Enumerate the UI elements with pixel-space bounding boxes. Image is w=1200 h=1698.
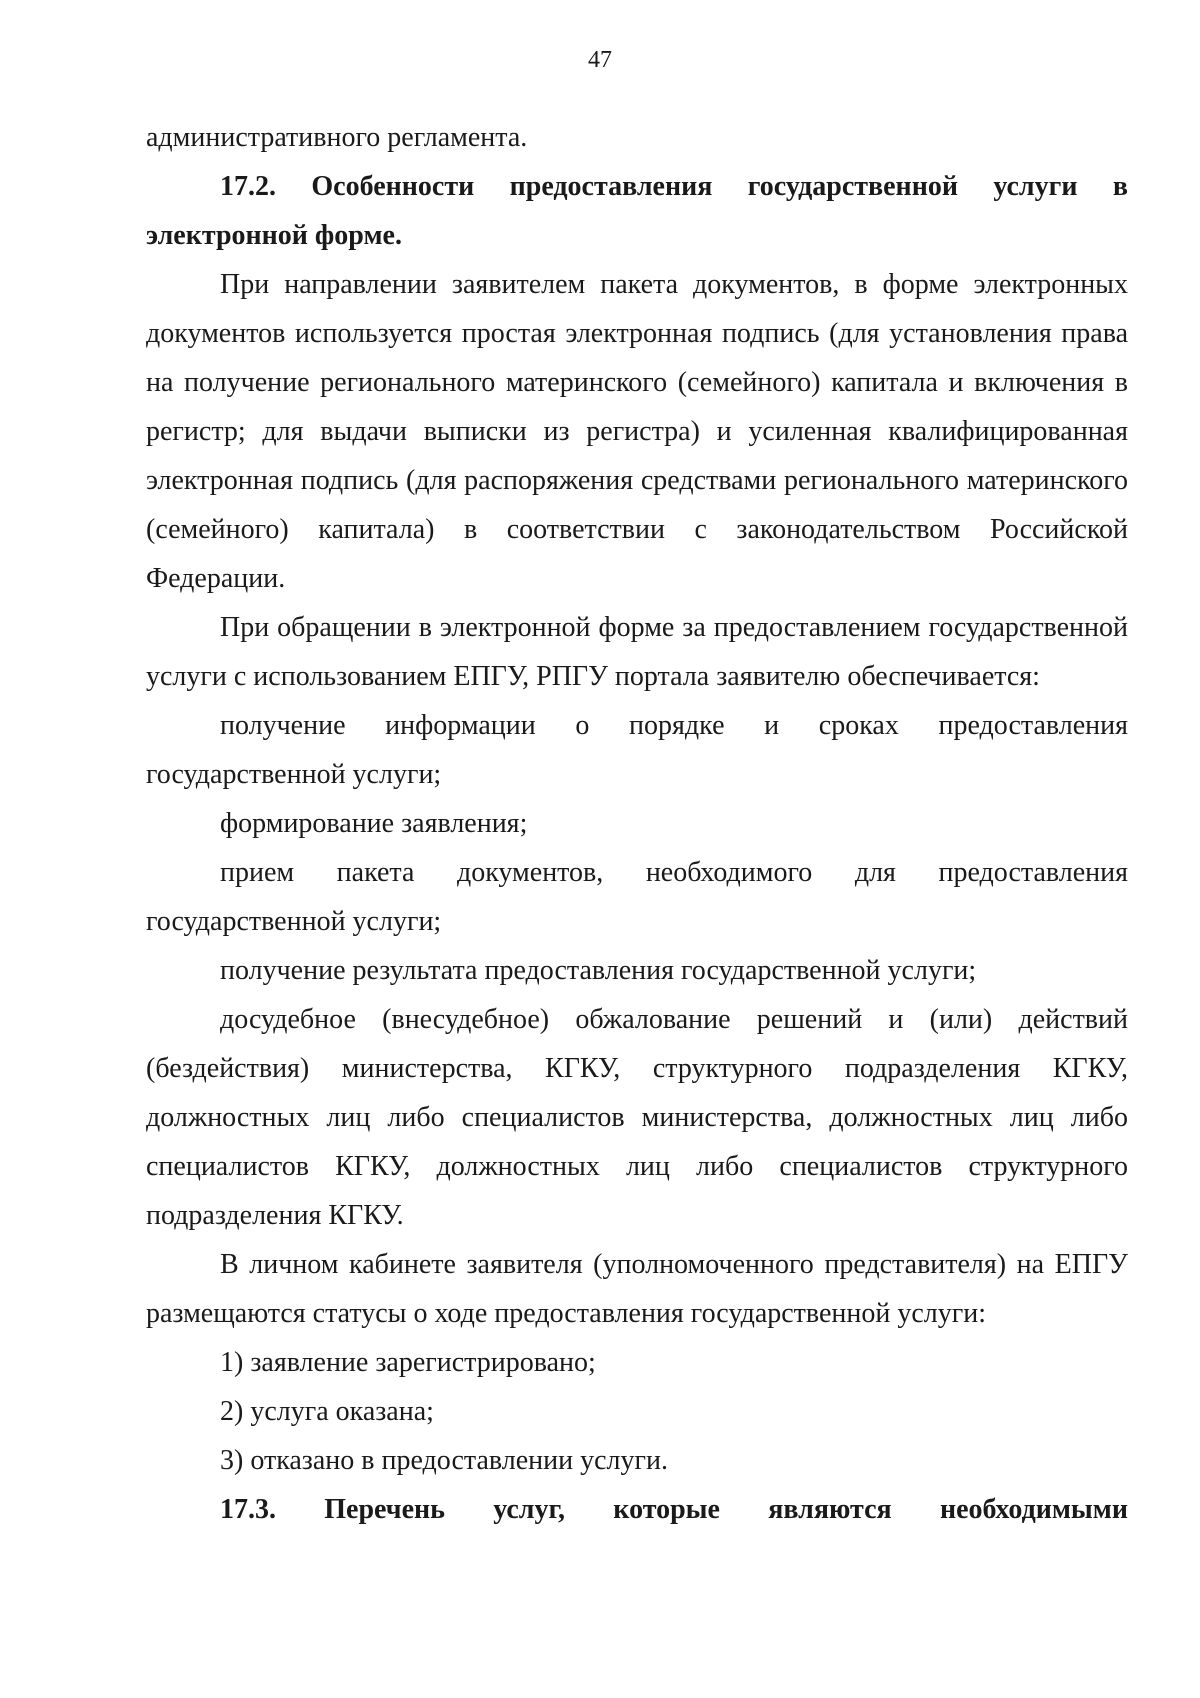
paragraph-electronic-request: При обращении в электронной форме за предоставлением государственной услуги с использованием ЕПГУ, РПГУ портала заявителю обеспечивается: xyxy=(146,612,1128,692)
list-item-appeal: досудебное (внесудебное) обжалование решений и (или) действий (бездействия) министерства, КГКУ, структурного подразделения КГКУ, должностных лиц либо специалистов министерства, должностных лиц либо специалистов КГКУ, должностных лиц либо специалистов структурного подразделения КГКУ. xyxy=(146,1004,1128,1231)
document-body xyxy=(146,113,1128,1534)
status-item-refused: 3) отказано в предоставлении услуги. xyxy=(220,1445,668,1476)
paragraph-continuation: административного регламента. xyxy=(146,122,528,153)
page-number: 47 xyxy=(588,47,612,73)
section-heading-17-3: 17.3. Перечень услуг, которые являются необходимыми xyxy=(220,1494,1128,1525)
paragraph-personal-account: В личном кабинете заявителя (уполномоченного представителя) на ЕПГУ размещаются статусы о ходе предоставления государственной услуги: xyxy=(146,1249,1128,1329)
status-item-provided: 2) услуга оказана; xyxy=(220,1396,434,1427)
section-heading-17-2: 17.2. Особенности предоставления государственной услуги в электронной форме. xyxy=(146,171,1128,251)
paragraph-electronic-signature: При направлении заявителем пакета документов, в форме электронных документов используется простая электронная подпись (для установления права на получение регионального материнского (семейного) капитала и включения в регистр; для выдачи выписки из регистра) и усиленная квалифицированная электронная подпись (для распоряжения средствами регионального материнского (семейного) капитала) в соответствии с законодательством Российской Федерации. xyxy=(146,269,1128,594)
list-item-information: получение информации о порядке и сроках предоставления государственной услуги; xyxy=(146,710,1128,790)
list-item-document-acceptance: прием пакета документов, необходимого для предоставления государственной услуги; xyxy=(146,857,1128,937)
list-item-result: получение результата предоставления государственной услуги; xyxy=(220,955,977,986)
status-item-registered: 1) заявление зарегистрировано; xyxy=(220,1347,596,1378)
list-item-application: формирование заявления; xyxy=(220,808,528,839)
